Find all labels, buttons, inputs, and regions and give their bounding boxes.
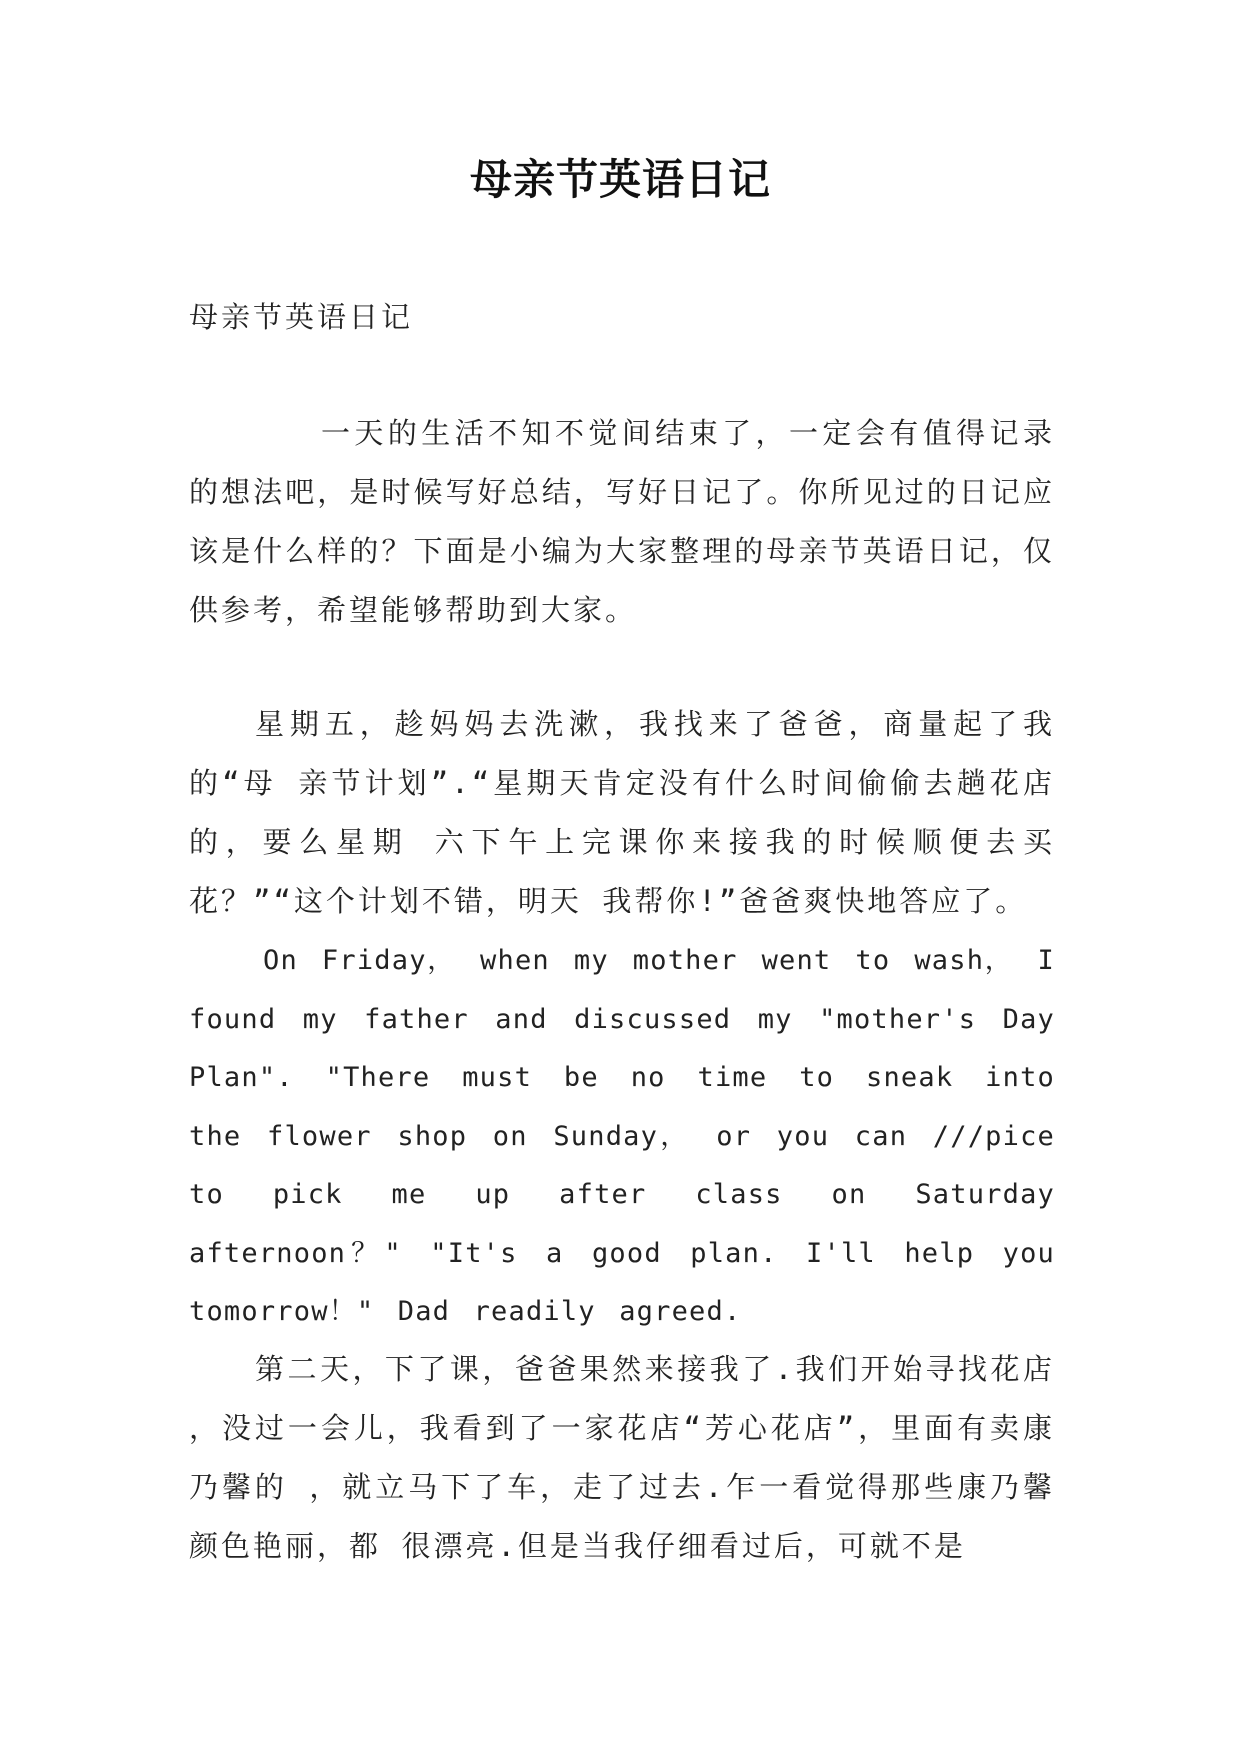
- chinese-paragraph-2: 第二天，下了课，爸爸果然来接我了.我们开始寻找花店 ，没过一会儿，我看到了一家花店“芳心花店”，里面有卖康乃馨的 ，就立马下了车，走了过去.乍一看觉得那些康乃馨颜色艳丽，都 很漂亮.但是当我仔细看过后，可就不是: [189, 1352, 1055, 1563]
- english-paragraph-1: On Friday， when my mother went to wash， I found my father and discussed my "mother's Day Plan". "There must be no time to sneak into the flower shop on Sunday， or you can ///pice to pick me up after class on Saturday afternoon？" "It's a good plan. I'll help you tomorrow！" Dad readily agreed.: [189, 945, 1055, 1327]
- intro-paragraph: 一天的生活不知不觉间结束了，一定会有值得记录的想法吧，是时候写好总结，写好日记了。你所见过的日记应该是什么样的？下面是小编为大家整理的母亲节英语日记，仅供参考，希望能够帮助到大家。: [189, 416, 1055, 627]
- document-title: 母亲节英语日记: [469, 155, 771, 204]
- chinese-paragraph-1: 星期五，趁妈妈去洗漱，我找来了爸爸，商量起了我的“母 亲节计划”.“星期天肯定没有什么时间偷偷去趟花店的，要么星期 六下午上完课你来接我的时候顺便去买花？”“这个计划不错，明天 我帮你!”爸爸爽快地答应了。: [189, 707, 1055, 918]
- document-subtitle: 母亲节英语日记: [189, 300, 414, 334]
